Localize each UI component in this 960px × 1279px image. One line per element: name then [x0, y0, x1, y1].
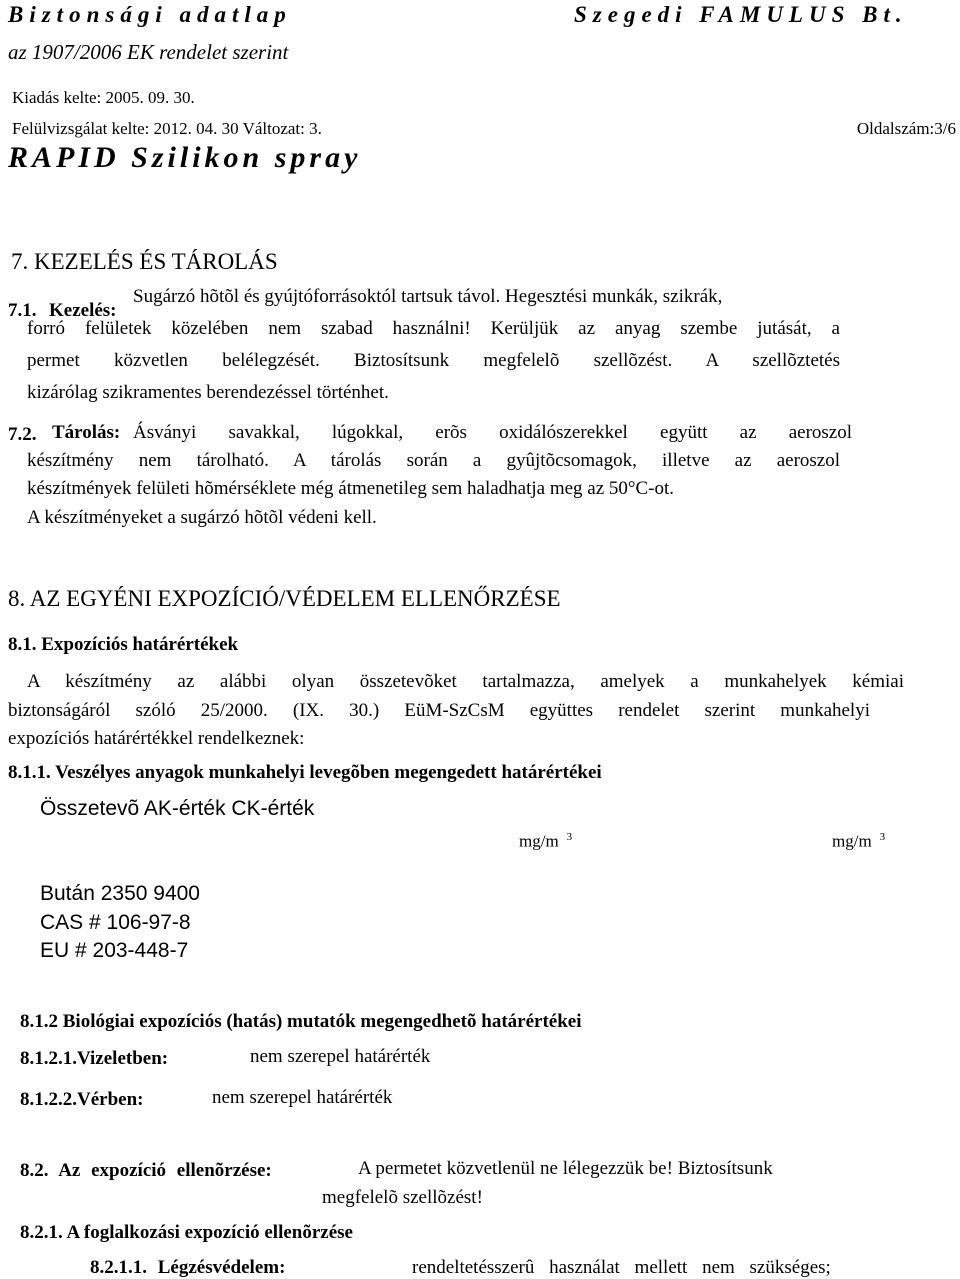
storage-text-line: A készítményeket a sugárzó hõtõl védeni kell.	[27, 507, 377, 528]
respiratory-protection-text: rendeltetésszerû használat mellett nem szükséges;	[412, 1257, 831, 1278]
section-8-2-label: 8.2. Az expozíció ellenõrzése:	[20, 1160, 272, 1181]
table-row-line: CAS # 106-97-8	[40, 911, 191, 934]
unit-ck	[832, 831, 885, 851]
section-8-1-2-title: 8.1.2 Biológiai expozíciós (hatás) mutatók megengedhetõ határértékei	[20, 1011, 582, 1032]
section-8-1-title: 8.1. Expozíciós határértékek	[8, 634, 239, 655]
exposure-intro-line: biztonságáról szóló 25/2000. (IX. 30.) EüM-SzCsM együttes rendelet szerint munkahelyi	[8, 700, 870, 721]
page-number: Oldalszám:3/6	[856, 119, 956, 138]
section-7-2-label: Tárolás:	[52, 422, 121, 443]
storage-text-line: Ásványi savakkal, lúgokkal, erõs oxidálószerekkel együtt az aeroszol	[133, 422, 852, 443]
section-8-2-1-title: 8.2.1. A foglalkozási expozíció ellenõrzése	[20, 1222, 353, 1243]
exposure-intro-line: A készítmény az alábbi olyan összetevõket tartalmazza, amelyek a munkahelyek kémiai	[27, 671, 904, 692]
section-8-1-2-2-label: 8.1.2.2.Vérben:	[20, 1089, 144, 1110]
storage-text-line: készítmények felületi hõmérséklete még átmenetileg sem haladhatja meg az 50°C-ot.	[27, 478, 675, 499]
handling-text-line: kizárólag szikramentes berendezéssel történhet.	[27, 382, 389, 403]
storage-text-line: készítmény nem tárolható. A tárolás során a gyûjtõcsomagok, illetve az aeroszol	[27, 450, 840, 471]
section-7-title: 7. KEZELÉS ÉS TÁROLÁS	[11, 249, 278, 274]
unit-ak	[519, 831, 572, 851]
exposure-intro-line: expozíciós határértékkel rendelkeznek:	[8, 728, 305, 749]
section-7-1-label: Kezelés:	[49, 300, 117, 321]
unit-ck-text: mg/m	[832, 831, 872, 851]
handling-text-line: forró felületek közelében nem szabad használni! Kerüljük az anyag szembe jutását, a	[27, 318, 840, 339]
handling-text-line: Sugárzó hõtõl és gyújtóforrásoktól tartsuk távol. Hegesztési munkák, szikrák,	[133, 286, 723, 307]
exposure-control-line: megfelelõ szellõzést!	[322, 1187, 483, 1208]
section-8-2-1-1-label: 8.2.1.1. Légzésvédelem:	[90, 1257, 286, 1278]
handling-text-line: permet közvetlen belélegzését. Biztosítsunk megfelelõ szellõzést. A szellõztetés	[27, 350, 840, 371]
section-8-1-2-1-label: 8.1.2.1.Vizeletben:	[20, 1048, 169, 1069]
company-name: Szegedi FAMULUS Bt.	[574, 2, 908, 27]
section-7-2-number: 7.2.	[8, 424, 37, 445]
revision-info: Felülvizsgálat kelte: 2012. 04. 30 Változat: 3.	[12, 119, 322, 138]
unit-ak-exponent: 3	[566, 831, 573, 843]
regulation-note: az 1907/2006 EK rendelet szerint	[8, 40, 289, 64]
table-row-line: EU # 203-448-7	[40, 939, 189, 962]
section-7-1-number: 7.1.	[8, 300, 37, 321]
issue-date: Kiadás kelte: 2005. 09. 30.	[12, 88, 195, 107]
section-8-1-2-1-value: nem szerepel határérték	[250, 1046, 431, 1067]
section-8-title: 8. AZ EGYÉNI EXPOZÍCIÓ/VÉDELEM ELLENŐRZÉSE	[8, 586, 561, 611]
section-8-1-2-2-value: nem szerepel határérték	[212, 1087, 393, 1108]
table-header: Összetevõ AK-érték CK-érték	[40, 797, 315, 820]
section-8-1-1-title: 8.1.1. Veszélyes anyagok munkahelyi levegõben megengedett határértékei	[8, 762, 602, 783]
table-row-line: Bután 2350 9400	[40, 882, 200, 905]
unit-ck-exponent: 3	[879, 831, 886, 843]
unit-ak-text: mg/m	[519, 831, 559, 851]
document-title: Biztonsági adatlap	[8, 2, 292, 27]
product-name: RAPID Szilikon spray	[8, 141, 362, 174]
exposure-control-line: A permetet közvetlenül ne lélegezzük be! Biztosítsunk	[358, 1158, 773, 1179]
